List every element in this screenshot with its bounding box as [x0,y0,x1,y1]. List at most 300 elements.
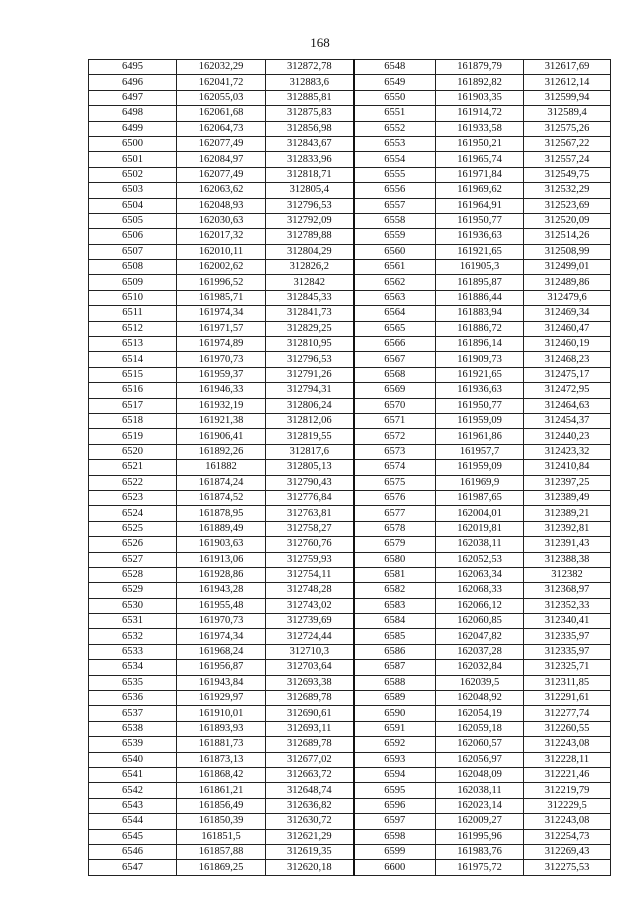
y-coordinate-right-cell: 312499,01 [524,260,611,275]
point-number-right-cell: 6590 [354,706,436,721]
x-coordinate-right-cell: 162056,97 [436,752,524,767]
y-coordinate-left-cell: 312724,44 [266,629,354,644]
point-number-left-cell: 6504 [89,198,177,213]
y-coordinate-right-cell: 312389,21 [524,506,611,521]
point-number-left-cell: 6496 [89,75,177,90]
point-number-left-cell: 6502 [89,167,177,182]
x-coordinate-left-cell: 161985,71 [177,290,266,305]
table-row [89,460,611,475]
x-coordinate-left-cell: 161856,49 [177,798,266,813]
y-coordinate-left-cell: 312833,96 [266,152,354,167]
point-number-left-cell: 6523 [89,490,177,505]
x-coordinate-right-cell: 161909,73 [436,352,524,367]
point-number-left-cell: 6503 [89,183,177,198]
x-coordinate-right-cell: 161879,79 [436,60,524,75]
point-number-left-cell: 6535 [89,675,177,690]
y-coordinate-right-cell: 312335,97 [524,629,611,644]
point-number-left-cell: 6525 [89,521,177,536]
table-row [89,783,611,798]
table-row [89,152,611,167]
y-coordinate-right-cell: 312454,37 [524,413,611,428]
x-coordinate-right-cell: 162052,53 [436,552,524,567]
table-row [89,721,611,736]
point-number-left-cell: 6507 [89,244,177,259]
coordinates-table [88,59,611,876]
x-coordinate-right-cell: 161933,58 [436,121,524,136]
x-coordinate-right-cell: 161950,77 [436,213,524,228]
y-coordinate-left-cell: 312885,81 [266,90,354,105]
y-coordinate-left-cell: 312790,43 [266,475,354,490]
table-row [89,183,611,198]
x-coordinate-left-cell: 161873,13 [177,752,266,767]
y-coordinate-left-cell: 312754,11 [266,567,354,582]
point-number-left-cell: 6528 [89,567,177,582]
y-coordinate-left-cell: 312763,81 [266,506,354,521]
x-coordinate-right-cell: 161921,65 [436,367,524,382]
y-coordinate-left-cell: 312810,95 [266,337,354,352]
x-coordinate-right-cell: 162060,57 [436,737,524,752]
point-number-left-cell: 6531 [89,614,177,629]
x-coordinate-right-cell: 161936,63 [436,383,524,398]
x-coordinate-left-cell: 161946,33 [177,383,266,398]
point-number-left-cell: 6526 [89,537,177,552]
x-coordinate-right-cell: 161959,09 [436,413,524,428]
y-coordinate-right-cell: 312599,94 [524,90,611,105]
point-number-right-cell: 6577 [354,506,436,521]
table-row [89,244,611,259]
y-coordinate-left-cell: 312621,29 [266,829,354,844]
point-number-left-cell: 6510 [89,290,177,305]
x-coordinate-right-cell: 162066,12 [436,598,524,613]
x-coordinate-left-cell: 161996,52 [177,275,266,290]
table-row [89,675,611,690]
x-coordinate-left-cell: 161971,57 [177,321,266,336]
x-coordinate-right-cell: 161950,21 [436,136,524,151]
x-coordinate-right-cell: 161895,87 [436,275,524,290]
table-row [89,275,611,290]
y-coordinate-left-cell: 312817,6 [266,444,354,459]
y-coordinate-left-cell: 312826,2 [266,260,354,275]
table-row [89,629,611,644]
y-coordinate-left-cell: 312663,72 [266,767,354,782]
x-coordinate-left-cell: 161910,01 [177,706,266,721]
table-row [89,290,611,305]
point-number-right-cell: 6581 [354,567,436,582]
y-coordinate-right-cell: 312464,63 [524,398,611,413]
x-coordinate-right-cell: 161896,14 [436,337,524,352]
x-coordinate-left-cell: 161921,38 [177,413,266,428]
point-number-left-cell: 6539 [89,737,177,752]
x-coordinate-left-cell: 162063,62 [177,183,266,198]
x-coordinate-right-cell: 162039,5 [436,675,524,690]
y-coordinate-right-cell: 312219,79 [524,783,611,798]
y-coordinate-right-cell: 312489,86 [524,275,611,290]
x-coordinate-right-cell: 162009,27 [436,814,524,829]
point-number-left-cell: 6541 [89,767,177,782]
x-coordinate-left-cell: 162077,49 [177,167,266,182]
y-coordinate-right-cell: 312335,97 [524,644,611,659]
table-row [89,798,611,813]
point-number-right-cell: 6600 [354,860,436,875]
x-coordinate-right-cell: 162054,19 [436,706,524,721]
point-number-left-cell: 6495 [89,60,177,75]
point-number-right-cell: 6579 [354,537,436,552]
point-number-right-cell: 6588 [354,675,436,690]
y-coordinate-right-cell: 312388,38 [524,552,611,567]
point-number-left-cell: 6533 [89,644,177,659]
table-row [89,506,611,521]
x-coordinate-left-cell: 161861,21 [177,783,266,798]
y-coordinate-right-cell: 312475,17 [524,367,611,382]
y-coordinate-right-cell: 312389,49 [524,490,611,505]
point-number-right-cell: 6554 [354,152,436,167]
table-row [89,444,611,459]
x-coordinate-right-cell: 161950,77 [436,398,524,413]
point-number-left-cell: 6499 [89,121,177,136]
table-row [89,644,611,659]
table-row [89,352,611,367]
y-coordinate-left-cell: 312818,71 [266,167,354,182]
y-coordinate-right-cell: 312382 [524,567,611,582]
y-coordinate-left-cell: 312789,88 [266,229,354,244]
x-coordinate-right-cell: 161936,63 [436,229,524,244]
y-coordinate-right-cell: 312275,53 [524,860,611,875]
x-coordinate-right-cell: 162038,11 [436,783,524,798]
x-coordinate-left-cell: 161932,19 [177,398,266,413]
x-coordinate-left-cell: 161956,87 [177,660,266,675]
point-number-left-cell: 6530 [89,598,177,613]
point-number-right-cell: 6578 [354,521,436,536]
y-coordinate-left-cell: 312689,78 [266,737,354,752]
point-number-left-cell: 6522 [89,475,177,490]
y-coordinate-left-cell: 312841,73 [266,306,354,321]
point-number-right-cell: 6585 [354,629,436,644]
point-number-right-cell: 6597 [354,814,436,829]
point-number-right-cell: 6565 [354,321,436,336]
point-number-right-cell: 6586 [354,644,436,659]
table-row [89,706,611,721]
point-number-left-cell: 6511 [89,306,177,321]
y-coordinate-left-cell: 312693,11 [266,721,354,736]
point-number-right-cell: 6587 [354,660,436,675]
y-coordinate-right-cell: 312311,85 [524,675,611,690]
table-row [89,383,611,398]
point-number-right-cell: 6595 [354,783,436,798]
y-coordinate-right-cell: 312549,75 [524,167,611,182]
x-coordinate-left-cell: 161889,49 [177,521,266,536]
y-coordinate-right-cell: 312567,22 [524,136,611,151]
y-coordinate-right-cell: 312589,4 [524,106,611,121]
y-coordinate-right-cell: 312617,69 [524,60,611,75]
x-coordinate-right-cell: 161961,86 [436,429,524,444]
y-coordinate-left-cell: 312760,76 [266,537,354,552]
point-number-right-cell: 6575 [354,475,436,490]
table-row [89,229,611,244]
y-coordinate-left-cell: 312743,02 [266,598,354,613]
x-coordinate-right-cell: 162019,81 [436,521,524,536]
x-coordinate-left-cell: 161857,88 [177,844,266,859]
point-number-left-cell: 6500 [89,136,177,151]
x-coordinate-right-cell: 161886,44 [436,290,524,305]
table-row [89,521,611,536]
y-coordinate-left-cell: 312856,98 [266,121,354,136]
y-coordinate-right-cell: 312291,61 [524,691,611,706]
y-coordinate-left-cell: 312648,74 [266,783,354,798]
y-coordinate-right-cell: 312269,43 [524,844,611,859]
y-coordinate-left-cell: 312805,4 [266,183,354,198]
y-coordinate-left-cell: 312796,53 [266,198,354,213]
x-coordinate-left-cell: 162055,03 [177,90,266,105]
y-coordinate-left-cell: 312845,33 [266,290,354,305]
point-number-left-cell: 6547 [89,860,177,875]
y-coordinate-left-cell: 312812,06 [266,413,354,428]
table-row [89,260,611,275]
x-coordinate-right-cell: 162063,34 [436,567,524,582]
point-number-left-cell: 6527 [89,552,177,567]
table-row [89,321,611,336]
table-row [89,537,611,552]
x-coordinate-right-cell: 161969,9 [436,475,524,490]
table-row [89,475,611,490]
point-number-left-cell: 6513 [89,337,177,352]
point-number-right-cell: 6555 [354,167,436,182]
point-number-right-cell: 6558 [354,213,436,228]
point-number-right-cell: 6557 [354,198,436,213]
x-coordinate-left-cell: 161892,26 [177,444,266,459]
point-number-left-cell: 6546 [89,844,177,859]
y-coordinate-right-cell: 312472,95 [524,383,611,398]
x-coordinate-right-cell: 162023,14 [436,798,524,813]
point-number-right-cell: 6551 [354,106,436,121]
point-number-right-cell: 6570 [354,398,436,413]
point-number-left-cell: 6521 [89,460,177,475]
y-coordinate-left-cell: 312710,3 [266,644,354,659]
x-coordinate-left-cell: 162041,72 [177,75,266,90]
x-coordinate-right-cell: 162038,11 [436,537,524,552]
point-number-left-cell: 6534 [89,660,177,675]
y-coordinate-left-cell: 312806,24 [266,398,354,413]
x-coordinate-left-cell: 162048,93 [177,198,266,213]
y-coordinate-left-cell: 312843,67 [266,136,354,151]
point-number-right-cell: 6562 [354,275,436,290]
x-coordinate-left-cell: 162002,62 [177,260,266,275]
x-coordinate-left-cell: 161906,41 [177,429,266,444]
point-number-right-cell: 6596 [354,798,436,813]
y-coordinate-right-cell: 312557,24 [524,152,611,167]
y-coordinate-left-cell: 312829,25 [266,321,354,336]
x-coordinate-right-cell: 161914,72 [436,106,524,121]
point-number-left-cell: 6516 [89,383,177,398]
y-coordinate-left-cell: 312620,18 [266,860,354,875]
x-coordinate-right-cell: 161892,82 [436,75,524,90]
x-coordinate-left-cell: 161851,5 [177,829,266,844]
y-coordinate-right-cell: 312397,25 [524,475,611,490]
point-number-right-cell: 6591 [354,721,436,736]
point-number-left-cell: 6545 [89,829,177,844]
table-row [89,60,611,75]
point-number-right-cell: 6593 [354,752,436,767]
y-coordinate-right-cell: 312392,81 [524,521,611,536]
y-coordinate-right-cell: 312391,43 [524,537,611,552]
point-number-left-cell: 6497 [89,90,177,105]
y-coordinate-right-cell: 312221,46 [524,767,611,782]
x-coordinate-left-cell: 161974,34 [177,306,266,321]
point-number-left-cell: 6542 [89,783,177,798]
x-coordinate-left-cell: 161881,73 [177,737,266,752]
y-coordinate-left-cell: 312804,29 [266,244,354,259]
coordinates-table-body [89,60,611,876]
x-coordinate-right-cell: 161995,96 [436,829,524,844]
point-number-right-cell: 6563 [354,290,436,305]
y-coordinate-left-cell: 312819,55 [266,429,354,444]
y-coordinate-right-cell: 312243,08 [524,737,611,752]
x-coordinate-left-cell: 161893,93 [177,721,266,736]
y-coordinate-right-cell: 312514,26 [524,229,611,244]
x-coordinate-left-cell: 161913,06 [177,552,266,567]
point-number-right-cell: 6561 [354,260,436,275]
table-row [89,75,611,90]
point-number-left-cell: 6540 [89,752,177,767]
x-coordinate-left-cell: 161903,63 [177,537,266,552]
x-coordinate-right-cell: 162068,33 [436,583,524,598]
point-number-left-cell: 6544 [89,814,177,829]
point-number-left-cell: 6512 [89,321,177,336]
y-coordinate-right-cell: 312277,74 [524,706,611,721]
point-number-right-cell: 6576 [354,490,436,505]
point-number-left-cell: 6506 [89,229,177,244]
point-number-right-cell: 6569 [354,383,436,398]
point-number-left-cell: 6501 [89,152,177,167]
x-coordinate-left-cell: 161874,24 [177,475,266,490]
y-coordinate-right-cell: 312423,32 [524,444,611,459]
x-coordinate-right-cell: 161921,65 [436,244,524,259]
table-row [89,583,611,598]
y-coordinate-right-cell: 312575,26 [524,121,611,136]
y-coordinate-right-cell: 312243,08 [524,814,611,829]
x-coordinate-left-cell: 162017,32 [177,229,266,244]
x-coordinate-left-cell: 161929,97 [177,691,266,706]
y-coordinate-left-cell: 312842 [266,275,354,290]
y-coordinate-left-cell: 312805,13 [266,460,354,475]
x-coordinate-left-cell: 161968,24 [177,644,266,659]
x-coordinate-left-cell: 161959,37 [177,367,266,382]
y-coordinate-left-cell: 312693,38 [266,675,354,690]
point-number-right-cell: 6564 [354,306,436,321]
point-number-right-cell: 6559 [354,229,436,244]
point-number-right-cell: 6553 [354,136,436,151]
x-coordinate-right-cell: 162048,92 [436,691,524,706]
y-coordinate-right-cell: 312523,69 [524,198,611,213]
y-coordinate-left-cell: 312792,09 [266,213,354,228]
x-coordinate-right-cell: 161969,62 [436,183,524,198]
table-row [89,213,611,228]
x-coordinate-left-cell: 161869,25 [177,860,266,875]
point-number-left-cell: 6509 [89,275,177,290]
point-number-right-cell: 6560 [354,244,436,259]
x-coordinate-left-cell: 161943,28 [177,583,266,598]
point-number-right-cell: 6566 [354,337,436,352]
y-coordinate-right-cell: 312612,14 [524,75,611,90]
x-coordinate-left-cell: 162084,97 [177,152,266,167]
table-row [89,136,611,151]
point-number-left-cell: 6536 [89,691,177,706]
x-coordinate-right-cell: 161886,72 [436,321,524,336]
x-coordinate-right-cell: 161975,72 [436,860,524,875]
point-number-left-cell: 6514 [89,352,177,367]
y-coordinate-left-cell: 312776,84 [266,490,354,505]
table-row [89,752,611,767]
x-coordinate-left-cell: 162032,29 [177,60,266,75]
x-coordinate-left-cell: 162064,73 [177,121,266,136]
point-number-left-cell: 6517 [89,398,177,413]
y-coordinate-right-cell: 312352,33 [524,598,611,613]
y-coordinate-left-cell: 312796,53 [266,352,354,367]
point-number-right-cell: 6548 [354,60,436,75]
x-coordinate-right-cell: 161971,84 [436,167,524,182]
y-coordinate-right-cell: 312260,55 [524,721,611,736]
x-coordinate-left-cell: 161882 [177,460,266,475]
table-row [89,337,611,352]
point-number-right-cell: 6549 [354,75,436,90]
x-coordinate-left-cell: 161878,95 [177,506,266,521]
point-number-left-cell: 6498 [89,106,177,121]
y-coordinate-right-cell: 312340,41 [524,614,611,629]
table-row [89,814,611,829]
point-number-right-cell: 6598 [354,829,436,844]
y-coordinate-left-cell: 312690,61 [266,706,354,721]
point-number-left-cell: 6529 [89,583,177,598]
point-number-right-cell: 6572 [354,429,436,444]
point-number-right-cell: 6550 [354,90,436,105]
point-number-right-cell: 6567 [354,352,436,367]
table-row [89,121,611,136]
table-row [89,306,611,321]
y-coordinate-left-cell: 312794,31 [266,383,354,398]
x-coordinate-left-cell: 162030,63 [177,213,266,228]
x-coordinate-left-cell: 161974,34 [177,629,266,644]
x-coordinate-right-cell: 162048,09 [436,767,524,782]
point-number-right-cell: 6592 [354,737,436,752]
point-number-right-cell: 6573 [354,444,436,459]
table-row [89,367,611,382]
table-row [89,567,611,582]
y-coordinate-left-cell: 312677,02 [266,752,354,767]
y-coordinate-left-cell: 312875,83 [266,106,354,121]
y-coordinate-left-cell: 312739,69 [266,614,354,629]
table-row [89,737,611,752]
x-coordinate-left-cell: 161928,86 [177,567,266,582]
y-coordinate-left-cell: 312748,28 [266,583,354,598]
y-coordinate-right-cell: 312410,84 [524,460,611,475]
table-row [89,844,611,859]
x-coordinate-left-cell: 161874,52 [177,490,266,505]
table-row [89,660,611,675]
x-coordinate-right-cell: 162060,85 [436,614,524,629]
point-number-right-cell: 6580 [354,552,436,567]
point-number-left-cell: 6538 [89,721,177,736]
y-coordinate-right-cell: 312532,29 [524,183,611,198]
point-number-left-cell: 6520 [89,444,177,459]
point-number-right-cell: 6583 [354,598,436,613]
y-coordinate-right-cell: 312460,47 [524,321,611,336]
point-number-right-cell: 6599 [354,844,436,859]
point-number-right-cell: 6552 [354,121,436,136]
x-coordinate-left-cell: 161955,48 [177,598,266,613]
y-coordinate-left-cell: 312883,6 [266,75,354,90]
y-coordinate-left-cell: 312791,26 [266,367,354,382]
table-row [89,829,611,844]
point-number-right-cell: 6571 [354,413,436,428]
